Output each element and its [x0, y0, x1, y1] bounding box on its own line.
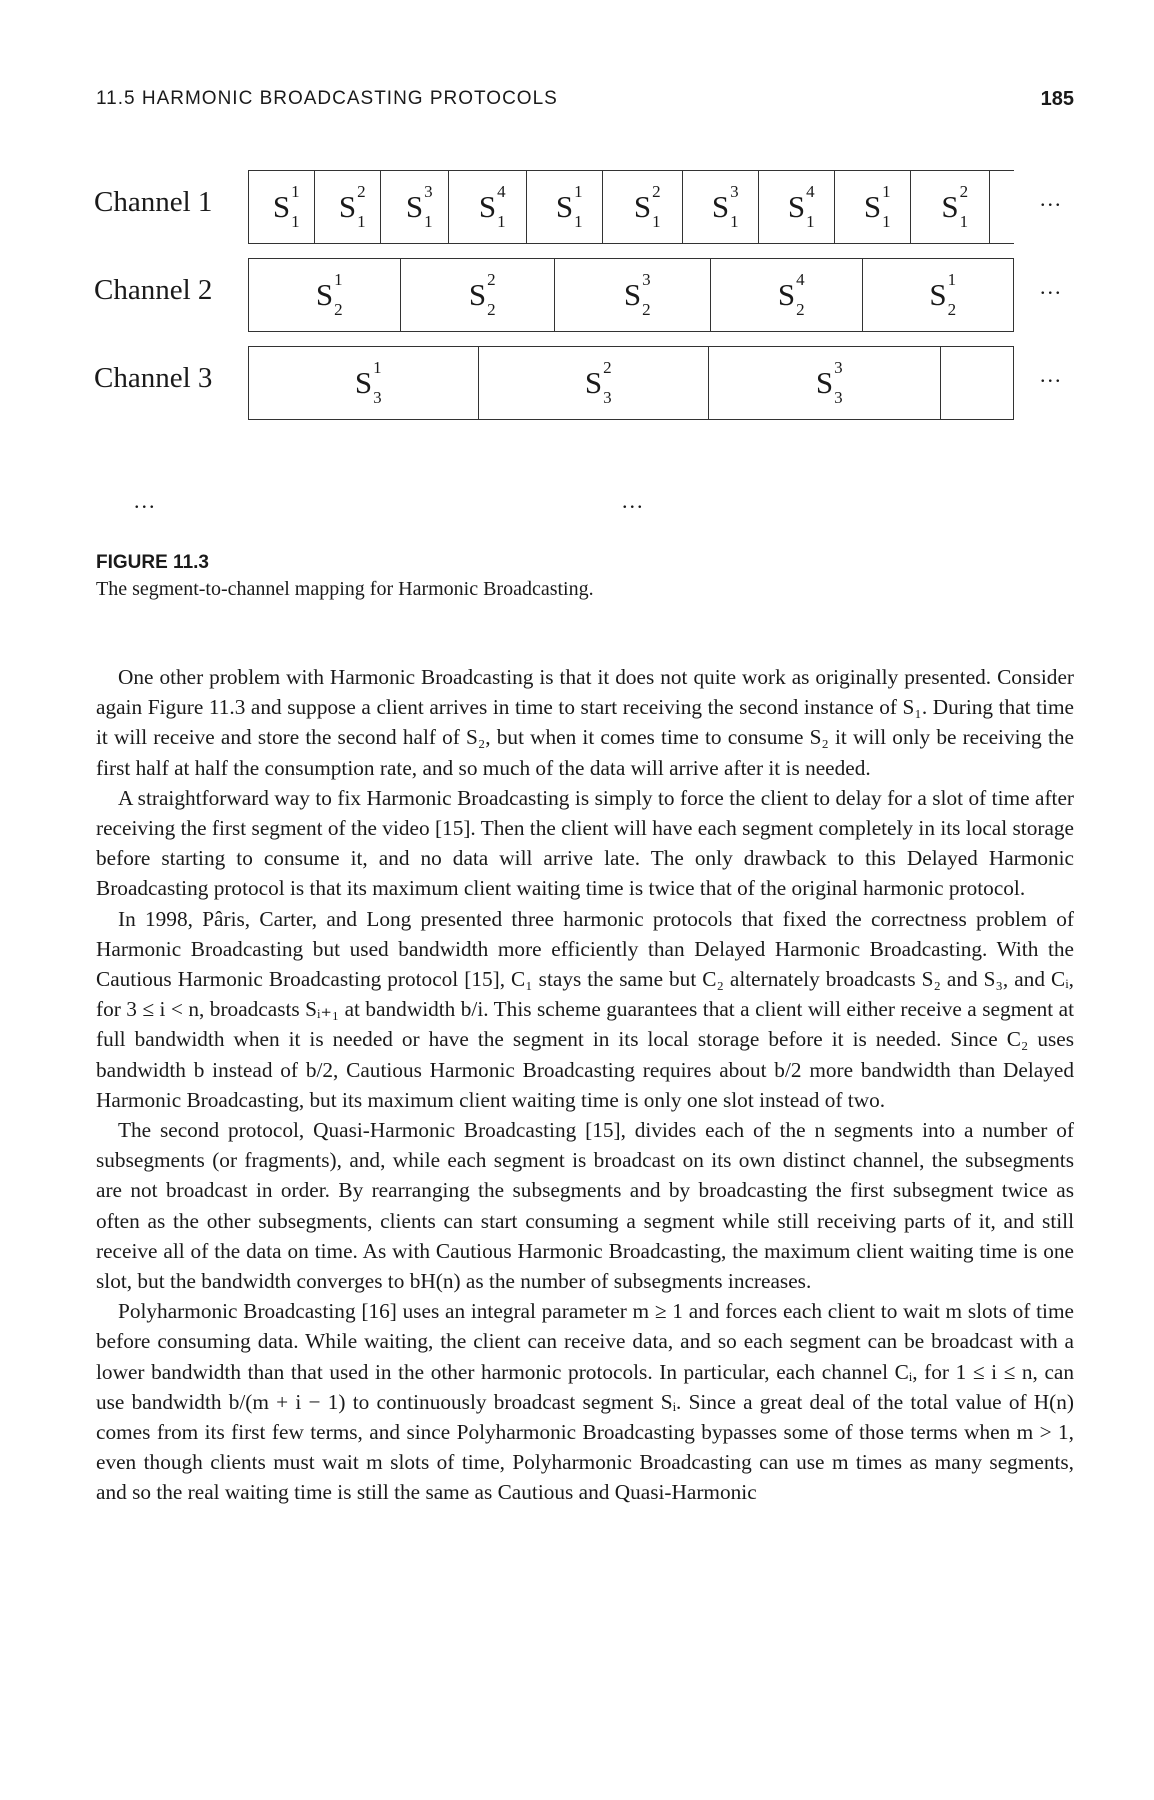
paragraph: One other problem with Harmonic Broadcasting is that it does not quite work as originally presented. Consider again Figure 11.3 and suppose a client arrives in time to start receiving the second instance of S₁. During that time it will receive and store the second half of S₂, but when it comes time to consume S₂ it will only be receiving the first half at half the consumption rate, and so much of the data will arrive after it is needed.	[96, 665, 1074, 780]
segment-cell: S 2 2	[400, 259, 554, 331]
channel-row	[248, 346, 1014, 420]
segment-cell: S 2 1	[314, 171, 380, 243]
more-segments-ellipsis: ...	[622, 488, 645, 513]
segment-cell: S 1 3	[248, 347, 478, 419]
segment-cell: S 2 1	[910, 171, 990, 243]
paragraph: A straightforward way to fix Harmonic Broadcasting is simply to force the client to delay for a slot of time after receiving the first segment of the video [15]. Then the client will have each segment completely in its local storage before starting to consume it, and no data will arrive late. The only drawback to this Delayed Harmonic Broadcasting protocol is that its maximum client waiting time is twice that of the original harmonic protocol.	[96, 785, 1074, 901]
row-ellipsis: ...	[1040, 362, 1063, 387]
segment-cell: S 2 1	[602, 171, 682, 243]
channel-row	[248, 258, 1014, 332]
paragraph: Polyharmonic Broadcasting [16] uses an integral parameter m ≥ 1 and forces each client to wait m slots of time before consuming data. While waiting, the client can receive data, and so each segment can be broadcast with a lower bandwidth than that used in the other harmonic protocols. In particular, each channel Cᵢ, for 1 ≤ i ≤ n, can use bandwidth b/(m + i − 1) to continuously broadcast segment Sᵢ. Since a great deal of the total value of H(n) comes from its first few terms, and since Polyharmonic Broadcasting bypasses some of those terms when m > 1, even though clients must wait m slots of time, Polyharmonic Broadcasting can use m times as many segments, and so the real waiting time is still the same as Cautious and Quasi-Harmonic	[96, 1299, 1074, 1505]
figure-number: FIGURE 11.3	[96, 552, 209, 573]
channel-label: Channel 2	[94, 274, 213, 306]
segment-cell: S 1 2	[248, 259, 400, 331]
channel-diagram	[0, 170, 1154, 530]
segment-cell: S 4 2	[710, 259, 862, 331]
more-channels-ellipsis: ...	[134, 488, 157, 513]
segment-cell: S 1 1	[248, 171, 314, 243]
segment-cell-empty	[940, 347, 1014, 419]
page-number: 185	[1040, 88, 1074, 110]
segment-cell: S 3 1	[682, 171, 758, 243]
caption-text: The segment-to-channel mapping for Harmonic Broadcasting.	[96, 578, 594, 600]
row-ellipsis: ...	[1040, 186, 1063, 211]
channel-row	[248, 170, 1014, 244]
channel-label: Channel 1	[94, 186, 213, 218]
running-header	[96, 88, 1074, 118]
segment-cell: S 2 3	[478, 347, 708, 419]
section-title: 11.5 HARMONIC BROADCASTING PROTOCOLS	[96, 88, 558, 109]
paragraph: The second protocol, Quasi-Harmonic Broadcasting [15], divides each of the n segments into a number of subsegments (or fragments), and, while each segment is broadcast on its own distinct channel, the subsegments are not broadcast in order. By rearranging the subsegments and by broadcasting the first subsegment twice as often as the other subsegments, clients can start consuming a segment while still receiving parts of it, and still receive all of the data on time. As with Cautious Harmonic Broadcasting, the maximum client waiting time is one slot, but the bandwidth converges to bH(n) as the number of subsegments increases.	[96, 1118, 1074, 1294]
body-text	[96, 662, 1074, 1508]
segment-cell: S 3 3	[708, 347, 940, 419]
segment-cell: S 4 1	[448, 171, 526, 243]
segment-cell: S 3 2	[554, 259, 710, 331]
row-ellipsis: ...	[1040, 274, 1063, 299]
segment-cell: S 1 1	[834, 171, 910, 243]
segment-cell: S 1 2	[862, 259, 1014, 331]
channel-label: Channel 3	[94, 362, 213, 394]
segment-cell: S 4 1	[758, 171, 834, 243]
segment-cell: S 1 1	[526, 171, 602, 243]
paragraph: In 1998, Pâris, Carter, and Long presented three harmonic protocols that fixed the correctness problem of Harmonic Broadcasting but used bandwidth more efficiently than Delayed Harmonic Broadcasting. With the Cautious Harmonic Broadcasting protocol [15], C₁ stays the same but C₂ alternately broadcasts S₂ and S₃, and Cᵢ, for 3 ≤ i < n, broadcasts Sᵢ₊₁ at bandwidth b/i. This scheme guarantees that a client will either receive a segment at full bandwidth when it is needed or have the segment in its local storage before it is needed. Since C₂ uses bandwidth b instead of b/2, Cautious Harmonic Broadcasting requires about b/2 more bandwidth than Delayed Harmonic Broadcasting, but its maximum client waiting time is only one slot instead of two.	[96, 906, 1074, 1112]
figure-caption	[96, 552, 1074, 601]
segment-cell: S 3 1	[380, 171, 448, 243]
